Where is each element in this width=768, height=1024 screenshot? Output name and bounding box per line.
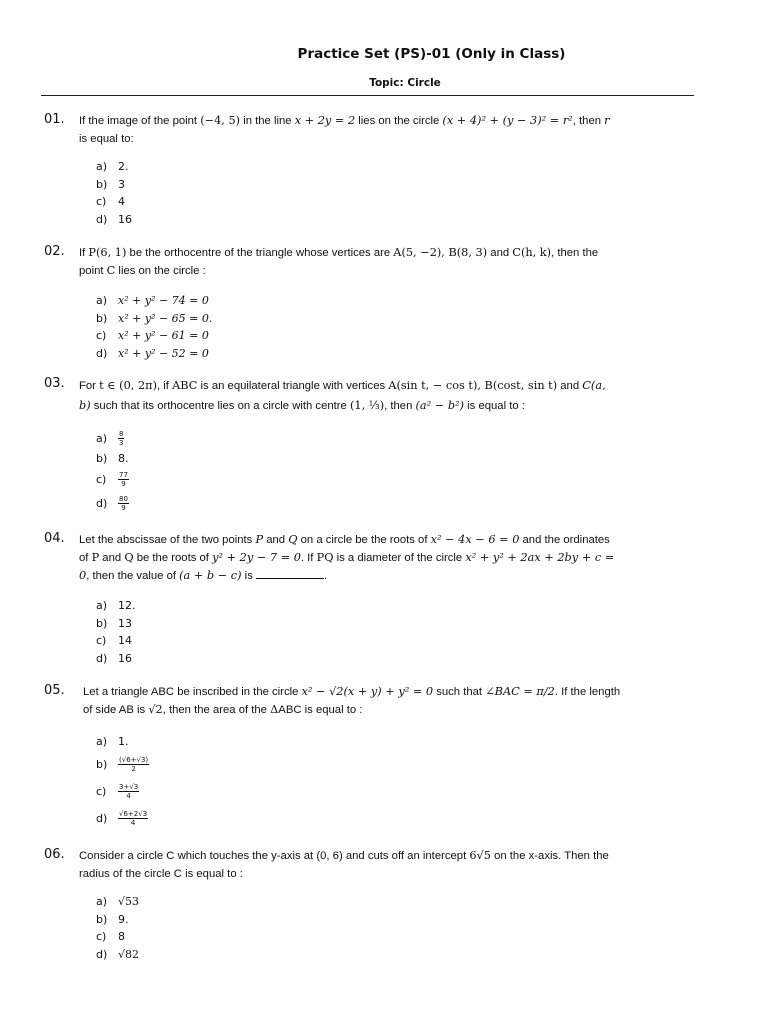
fraction: $\frac{3+√3}{4}$ <box>119 782 139 800</box>
question-number: 05. <box>44 683 65 698</box>
option-b[interactable]: b) x² + y² − 65 = 0. <box>96 311 213 325</box>
option-b[interactable]: b) 13 <box>96 616 132 630</box>
question-stem: Let a triangle ABC be inscribed in the circle x² − √2(x + y) + y² = 0 such that ∠BAC = π/2. If the length of side AB is √2, then the area of the ΔABC is equal to : <box>83 685 621 716</box>
question-number: 02. <box>44 244 65 259</box>
question-stem: Consider a circle C which touches the y-axis at (0, 6) and cuts off an intercept 6√5 on the x-axis. Then the radius of the circle C is equal to : <box>79 849 609 880</box>
options-list <box>96 597 136 667</box>
fraction: $\frac{(√6+√3)}{2}$ <box>119 755 149 773</box>
option-c[interactable]: c) 8 <box>96 930 125 944</box>
option-c[interactable]: c) x² + y² − 61 = 0 <box>96 329 209 343</box>
fraction: $\frac{77}{9}$ <box>119 471 128 489</box>
option-a[interactable]: a) $\frac{8}{3}$ <box>96 429 124 447</box>
question-number: 06. <box>44 847 65 862</box>
question-stem: If P(6, 1) be the orthocentre of the triangle whose vertices are A(5, −2), B(8, 3) and C(h, k), then the point C lies on the circle : <box>79 246 599 277</box>
option-d[interactable]: d) $\frac{80}{9}$ <box>96 495 128 513</box>
option-d[interactable]: d) √82 <box>96 948 140 962</box>
options-list <box>96 733 149 832</box>
question-number: 01. <box>44 112 65 127</box>
fraction: $\frac{√6+2√3}{4}$ <box>119 809 148 827</box>
option-a[interactable]: a) 12. <box>96 599 136 613</box>
option-b[interactable]: b) $\frac{(√6+√3)}{2}$ <box>96 755 149 773</box>
option-c[interactable]: c) 4 <box>96 195 125 209</box>
fraction: $\frac{8}{3}$ <box>119 429 124 447</box>
fraction: $\frac{80}{9}$ <box>119 495 128 513</box>
option-a[interactable]: a) √53 <box>96 895 140 909</box>
option-d[interactable]: d) 16 <box>96 652 132 666</box>
option-c[interactable]: c) $\frac{3+√3}{4}$ <box>96 782 139 800</box>
option-a[interactable]: a) 2. <box>96 160 129 174</box>
option-a[interactable]: a) 1. <box>96 735 129 749</box>
question-stem: If the image of the point (−4, 5) in the line x + 2y = 2 lies on the circle (x + 4)² + (y − 3)² = r², then r is equal to: <box>79 114 610 145</box>
option-d[interactable]: d) $\frac{√6+2√3}{4}$ <box>96 809 148 827</box>
header-divider <box>41 95 694 96</box>
options-list <box>96 426 129 516</box>
question-number: 03. <box>44 376 65 391</box>
option-b[interactable]: b) 9. <box>96 912 129 926</box>
topic-heading: Topic: Circle <box>369 77 441 89</box>
question-number: 04. <box>44 531 65 546</box>
option-b[interactable]: b) 3 <box>96 177 125 191</box>
option-c[interactable]: c) $\frac{77}{9}$ <box>96 471 128 489</box>
options-list <box>96 292 212 362</box>
question-stem: Let the abscissae of the two points P and Q on a circle be the roots of x² − 4x − 6 = 0 and the ordinates of P and Q be the roots of y² + 2y − 7 = 0. If PQ is a diameter of the circle x² + y² + 2ax + 2by + c = 0, then the value of (a + b − c) is . <box>79 533 615 582</box>
page-title: Practice Set (PS)-01 (Only in Class) <box>297 46 566 62</box>
question-stem: For t ∈ (0, 2π), if ABC is an equilateral triangle with vertices A(sin t, − cos t), B(cost, sin t) and C(a, b) such that its orthocentre lies on a circle with centre (1, ⅓), then (a² − b²) is equal to : <box>79 379 606 412</box>
option-a[interactable]: a) x² + y² − 74 = 0 <box>96 294 209 308</box>
option-c[interactable]: c) 14 <box>96 634 132 648</box>
options-list <box>96 893 139 963</box>
options-list <box>96 158 132 228</box>
option-d[interactable]: d) x² + y² − 52 = 0 <box>96 347 209 361</box>
option-b[interactable]: b) 8. <box>96 452 129 466</box>
answer-blank <box>256 569 324 579</box>
option-d[interactable]: d) 16 <box>96 213 132 227</box>
